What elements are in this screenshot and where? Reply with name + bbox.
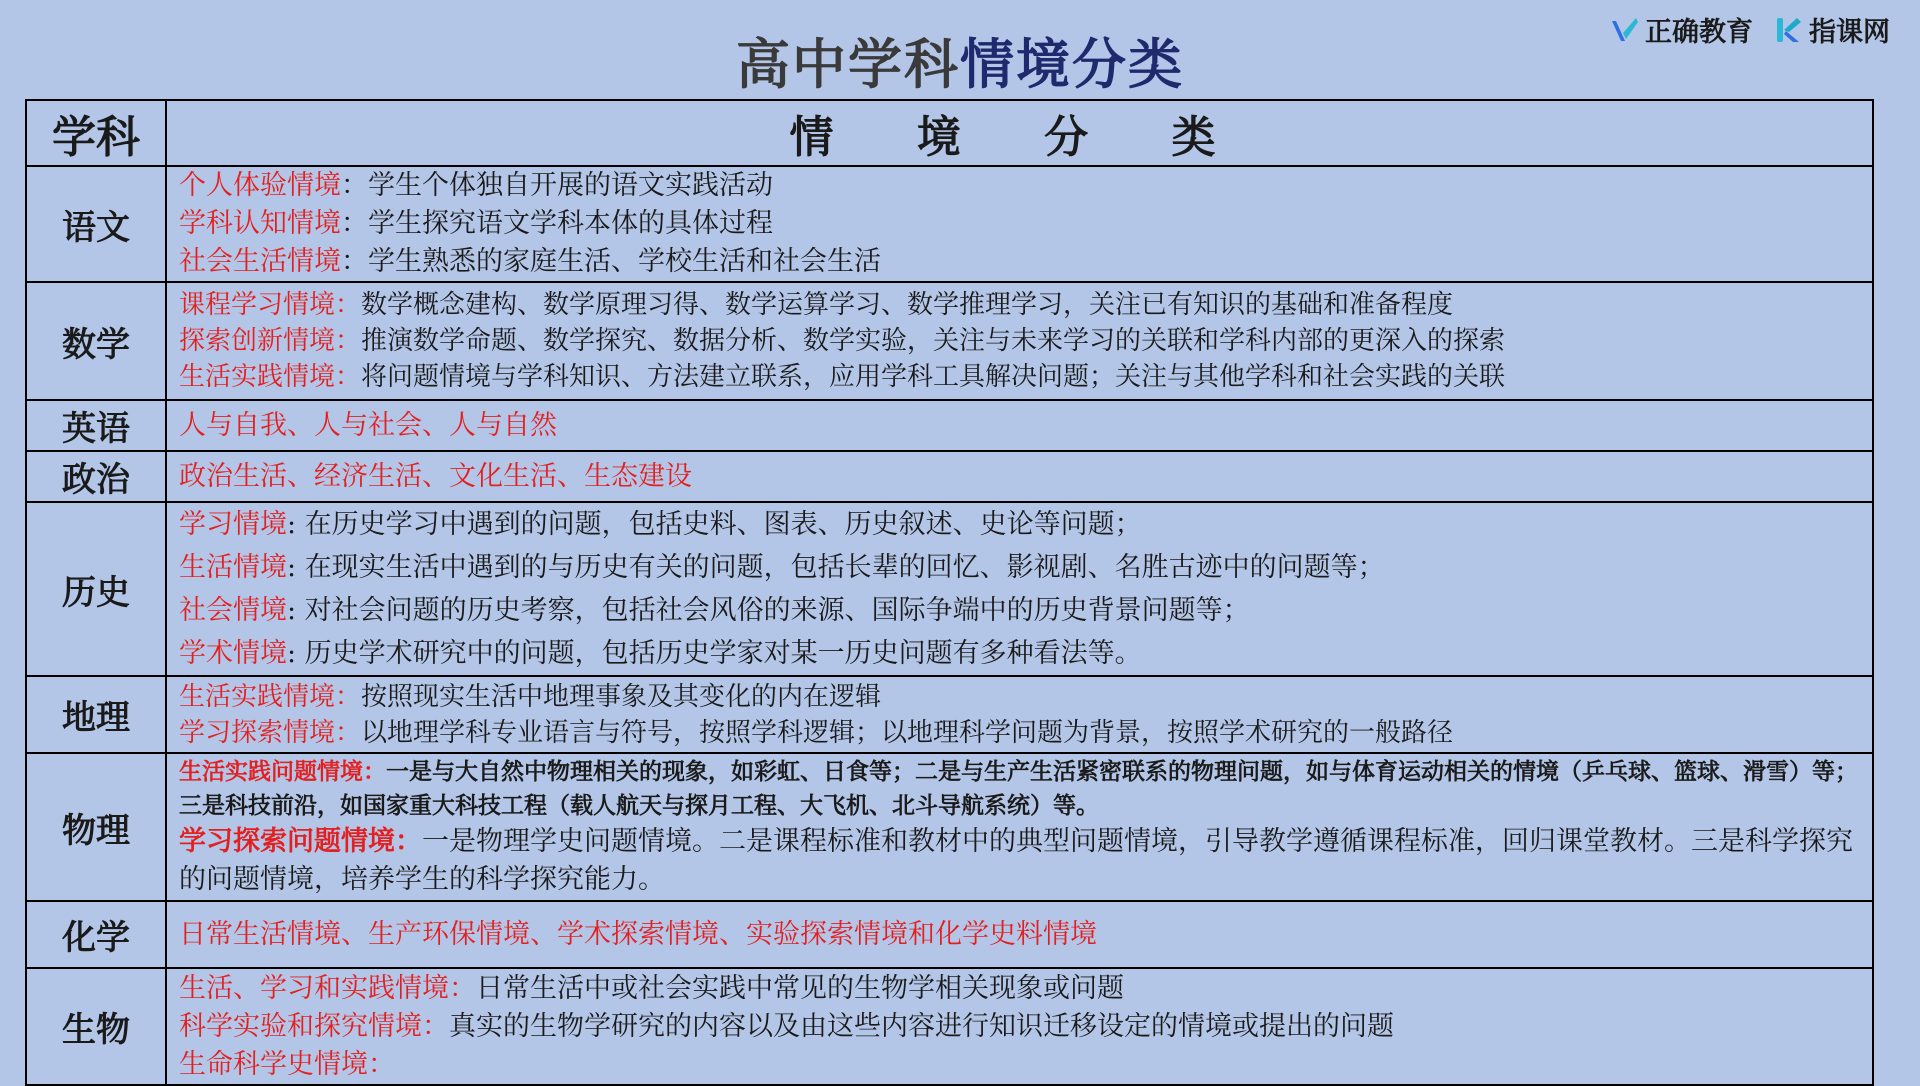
list-item <box>179 359 1872 395</box>
brand-logos <box>1609 10 1890 49</box>
context-text: 日常生活中或社会实践中常见的生物学相关现象或问题 <box>476 972 1124 1004</box>
context-label: 生活、学习和实践情境： <box>179 972 476 1004</box>
context-text: 一是与大自然中物理相关的现象，如彩虹、日食等；二是与生产生活紧密联系的物理问题，如与体育运动相关的情境（乒乓球、篮球、滑雪）等；三是科技前沿，如国家重大科技工程（载人航天与探月工程、大飞机、北斗导航系统）等。 <box>179 758 1858 819</box>
subject-cell: 物理 <box>26 753 166 901</box>
category-cell <box>166 166 1873 282</box>
subject-cell: 历史 <box>26 502 166 676</box>
list-item <box>179 503 1872 546</box>
subject-cell: 数学 <box>26 282 166 400</box>
context-label: 生活实践情境： <box>179 681 362 712</box>
category-cell <box>166 282 1873 400</box>
context-label: 学习探索情境： <box>179 717 362 748</box>
table-row <box>26 676 1873 753</box>
context-label: 个人体验情境 <box>179 170 341 201</box>
table-row <box>26 901 1873 968</box>
category-cell <box>166 968 1873 1085</box>
table-row <box>26 282 1873 400</box>
context-text: 数学概念建构、数学原理习得、数学运算学习、数学推理学习，关注已有知识的基础和准备程度 <box>361 290 1454 320</box>
context-label: 科学实验和探究情境： <box>179 1010 449 1042</box>
category-cell <box>166 753 1873 901</box>
list-item <box>179 205 1872 243</box>
title-part1: 高中学科 <box>736 33 960 96</box>
list-item <box>179 589 1872 632</box>
subject-cell: 英语 <box>26 400 166 451</box>
context-label: 课程学习情境： <box>179 290 362 320</box>
context-text: ：学生熟悉的家庭生活、学校生活和社会生活 <box>341 246 881 277</box>
list-item <box>179 1046 1872 1084</box>
subject-cell: 语文 <box>26 166 166 282</box>
context-label: 学科认知情境 <box>179 208 341 239</box>
context-label: 生活实践情境： <box>179 362 362 392</box>
context-label: 人与自我、人与社会、人与自然 <box>179 409 557 441</box>
subject-cell: 地理 <box>26 676 166 753</box>
context-text: : 历史学术研究中的问题，包括历史学家对某一历史问题有多种看法等。 <box>287 638 1142 669</box>
context-label: 社会情境 <box>179 595 287 626</box>
context-text: : 在历史学习中遇到的问题，包括史料、图表、历史叙述、史论等问题； <box>287 509 1142 540</box>
context-text: ：学生个体独自开展的语文实践活动 <box>341 170 773 201</box>
context-label: 学术情境 <box>179 638 287 669</box>
context-label: 生活情境 <box>179 552 287 583</box>
list-item <box>179 823 1862 899</box>
context-label: 生活实践问题情境： <box>179 758 386 785</box>
list-item <box>179 323 1872 359</box>
context-text: ：学生探究语文学科本体的具体过程 <box>341 208 773 239</box>
context-text: 推演数学命题、数学探究、数据分析、数学实验，关注与未来学习的关联和学科内部的更深入的探索 <box>361 326 1506 356</box>
context-label: 探索创新情境： <box>179 326 362 356</box>
context-text: : 在现实生活中遇到的与历史有关的问题，包括长辈的回忆、影视剧、名胜古迹中的问题等； <box>287 552 1385 583</box>
list-item <box>179 1008 1872 1046</box>
category-cell <box>166 676 1873 753</box>
table-row <box>26 166 1873 282</box>
table-row <box>26 400 1873 451</box>
title-part2: 情境分类 <box>960 33 1184 96</box>
header-category: 情 境 分 类 <box>166 100 1873 166</box>
subject-cell: 生物 <box>26 968 166 1085</box>
context-text: 将问题情境与学科知识、方法建立联系，应用学科工具解决问题；关注与其他学科和社会实践的关联 <box>361 362 1506 392</box>
category-cell <box>166 451 1873 502</box>
category-cell <box>166 400 1873 451</box>
context-text: 按照现实生活中地理事象及其变化的内在逻辑 <box>361 681 882 712</box>
list-item <box>179 287 1872 323</box>
context-text: 一是物理学史问题情境。二是课程标准和教材中的典型问题情境，引导教学遵循课程标准，回归课堂教材。三是科学探究的问题情境，培养学生的科学探究能力。 <box>179 826 1853 895</box>
context-label: 日常生活情境、生产环保情境、学术探索情境、实验探索情境和化学史料情境 <box>179 918 1097 950</box>
list-item <box>179 715 1872 751</box>
context-label: 生命科学史情境： <box>179 1048 395 1080</box>
logo-text-zhike: 指课网 <box>1809 17 1890 48</box>
context-text: : 对社会问题的历史考察，包括社会风俗的来源、国际争端中的历史背景问题等； <box>287 595 1250 626</box>
logo-text-zhengque: 正确教育 <box>1645 17 1753 48</box>
list-item <box>179 755 1862 823</box>
list-item <box>179 243 1872 281</box>
table-row <box>26 451 1873 502</box>
subject-cell: 政治 <box>26 451 166 502</box>
category-cell <box>166 502 1873 676</box>
category-cell <box>166 901 1873 968</box>
context-label: 社会生活情境 <box>179 246 341 277</box>
v-check-logo-icon <box>1609 15 1639 45</box>
list-item <box>179 679 1872 715</box>
context-text: 真实的生物学研究的内容以及由这些内容进行知识迁移设定的情境或提出的问题 <box>449 1010 1394 1042</box>
table-row <box>26 968 1873 1085</box>
list-item <box>179 970 1872 1008</box>
table-row <box>26 753 1873 901</box>
list-item <box>179 546 1872 589</box>
context-label: 学习情境 <box>179 509 287 540</box>
list-item <box>179 632 1872 675</box>
logo-zhike <box>1773 10 1890 49</box>
k-logo-icon <box>1773 15 1803 45</box>
context-label: 学习探索问题情境： <box>179 826 422 857</box>
table-row <box>26 502 1873 676</box>
list-item <box>179 167 1872 205</box>
table-header-row <box>26 100 1873 166</box>
subject-cell: 化学 <box>26 901 166 968</box>
context-table <box>25 99 1874 1086</box>
context-label: 政治生活、经济生活、文化生活、生态建设 <box>179 460 692 492</box>
context-text: 以地理学科专业语言与符号，按照学科逻辑；以地理科学问题为背景，按照学术研究的一般路径 <box>361 717 1454 748</box>
header-subject: 学科 <box>26 100 166 166</box>
logo-zhengque <box>1609 10 1753 49</box>
